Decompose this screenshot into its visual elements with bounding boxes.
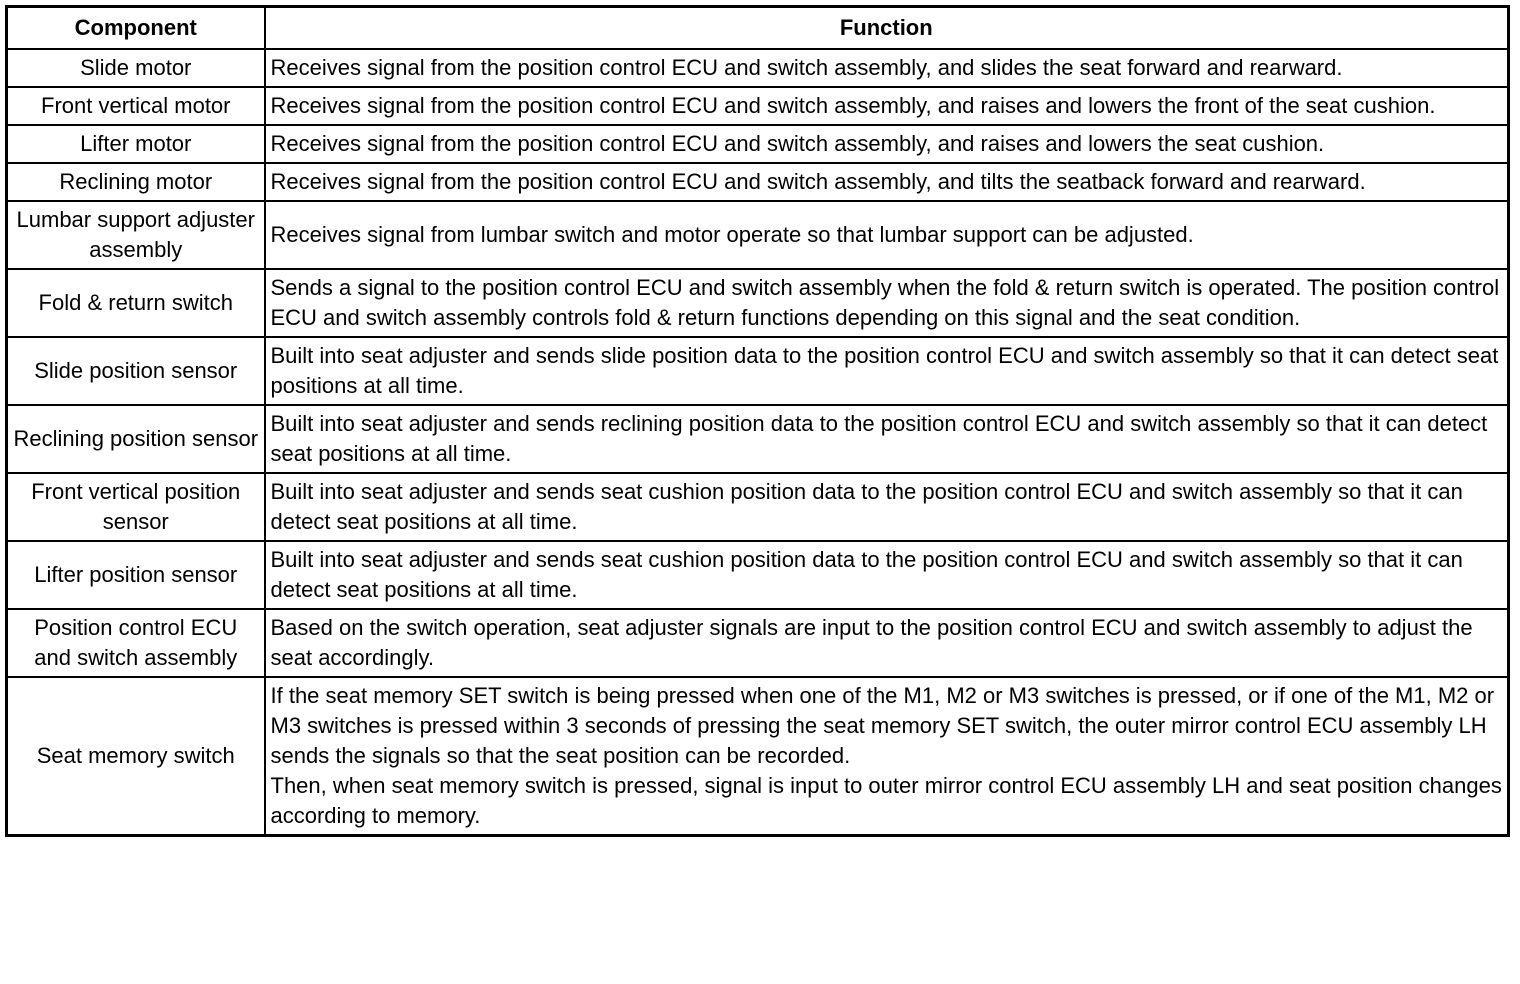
table-row xyxy=(7,541,1509,609)
table-row xyxy=(7,269,1509,337)
function-cell xyxy=(265,87,1509,125)
document-page xyxy=(5,5,1507,837)
function-text: Built into seat adjuster and sends seat cushion position data to the position control ECU and switch assembly so that it can detect seat positions at all time. xyxy=(270,547,1463,602)
function-text: Built into seat adjuster and sends reclining position data to the position control ECU and switch assembly so that it can detect seat positions at all time. xyxy=(270,411,1488,466)
table-row xyxy=(7,405,1509,473)
function-cell xyxy=(265,677,1509,836)
function-cell xyxy=(265,125,1509,163)
component-cell: Lifter position sensor xyxy=(7,541,265,609)
function-cell xyxy=(265,337,1509,405)
header-row xyxy=(7,7,1509,50)
header-function: Function xyxy=(265,7,1509,50)
component-cell: Seat memory switch xyxy=(7,677,265,836)
component-cell: Slide motor xyxy=(7,49,265,87)
table-row xyxy=(7,163,1509,201)
function-text: Receives signal from the position control ECU and switch assembly, and raises and lowers the front of the seat cushion. xyxy=(270,93,1436,118)
table-row xyxy=(7,49,1509,87)
table-row xyxy=(7,201,1509,269)
component-cell: Front vertical motor xyxy=(7,87,265,125)
function-text: Receives signal from lumbar switch and motor operate so that lumbar support can be adjusted. xyxy=(270,222,1194,247)
component-cell: Position control ECU and switch assembly xyxy=(7,609,265,677)
component-cell: Front vertical position sensor xyxy=(7,473,265,541)
function-cell xyxy=(265,473,1509,541)
table-row xyxy=(7,125,1509,163)
component-cell: Reclining motor xyxy=(7,163,265,201)
function-text: Receives signal from the position control ECU and switch assembly, and raises and lowers the seat cushion. xyxy=(270,131,1325,156)
table-row xyxy=(7,337,1509,405)
component-cell: Lifter motor xyxy=(7,125,265,163)
function-cell xyxy=(265,49,1509,87)
function-text: Then, when seat memory switch is pressed, signal is input to outer mirror control ECU assembly LH and seat position changes according to memory. xyxy=(270,773,1502,828)
function-cell xyxy=(265,269,1509,337)
component-cell: Fold & return switch xyxy=(7,269,265,337)
component-function-table xyxy=(5,5,1510,837)
component-cell: Slide position sensor xyxy=(7,337,265,405)
function-text: Built into seat adjuster and sends slide position data to the position control ECU and switch assembly so that it can detect seat positions at all time. xyxy=(270,343,1499,398)
table-body xyxy=(7,49,1509,836)
function-text: If the seat memory SET switch is being pressed when one of the M1, M2 or M3 switches is pressed, or if one of the M1, M2 or M3 switches is pressed within 3 seconds of pressing the seat memory SET switch, the outer mirror control ECU assembly LH sends the signals so that the seat position can be recorded. xyxy=(270,683,1495,768)
table-row xyxy=(7,609,1509,677)
function-text: Sends a signal to the position control ECU and switch assembly when the fold & return switch is operated. The position control ECU and switch assembly controls fold & return functions depending on this signal and the seat condition. xyxy=(270,275,1500,330)
header-component: Component xyxy=(7,7,265,50)
function-text: Built into seat adjuster and sends seat cushion position data to the position control ECU and switch assembly so that it can detect seat positions at all time. xyxy=(270,479,1463,534)
table-row xyxy=(7,87,1509,125)
function-cell xyxy=(265,405,1509,473)
function-text: Based on the switch operation, seat adjuster signals are input to the position control ECU and switch assembly to adjust the seat accordingly. xyxy=(270,615,1473,670)
component-cell: Lumbar support adjuster assembly xyxy=(7,201,265,269)
function-cell xyxy=(265,163,1509,201)
function-cell xyxy=(265,201,1509,269)
component-cell: Reclining position sensor xyxy=(7,405,265,473)
table-row xyxy=(7,677,1509,836)
table-row xyxy=(7,473,1509,541)
function-cell xyxy=(265,609,1509,677)
table-header xyxy=(7,7,1509,50)
function-cell xyxy=(265,541,1509,609)
function-text: Receives signal from the position control ECU and switch assembly, and tilts the seatback forward and rearward. xyxy=(270,169,1366,194)
function-text: Receives signal from the position control ECU and switch assembly, and slides the seat forward and rearward. xyxy=(270,55,1343,80)
